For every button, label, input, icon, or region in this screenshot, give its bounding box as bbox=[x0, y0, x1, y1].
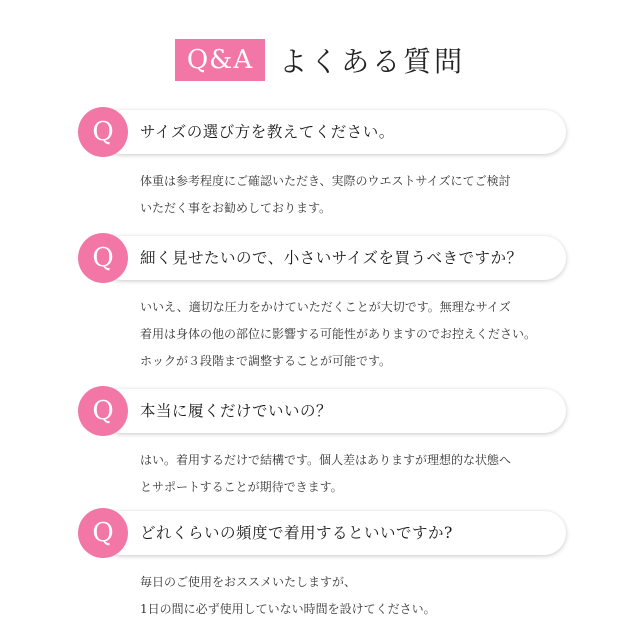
q-icon: Q bbox=[78, 233, 128, 283]
question-text: 本当に履くだけでいいの？ bbox=[140, 402, 333, 420]
answer-line: 毎日のご使用をおススメいたしますが、 bbox=[140, 575, 357, 589]
answer-text bbox=[140, 447, 568, 501]
question-bar bbox=[78, 511, 568, 555]
faq-item-2 bbox=[78, 236, 568, 375]
q-icon: Q bbox=[78, 107, 128, 157]
question-text: サイズの選び方を教えてください。 bbox=[140, 123, 395, 141]
answer-line: とサポートすることが期待できます。 bbox=[140, 480, 343, 494]
question-bar bbox=[78, 236, 568, 280]
question-bar bbox=[78, 389, 568, 433]
faq-item-4 bbox=[78, 511, 568, 623]
answer-line: 1日の間に必ず使用していない時間を設けてください。 bbox=[140, 602, 436, 616]
q-icon: Q bbox=[78, 508, 128, 558]
answer-line: いいえ、適切な圧力をかけていただくことが大切です。無理なサイズ bbox=[140, 300, 511, 314]
answer-text bbox=[140, 168, 568, 222]
question-text: 細く見せたいので、小さいサイズを買うべきですか？ bbox=[140, 249, 523, 267]
answer-line: 体重は参考程度にご確認いただき、実際のウエストサイズにてご検討 bbox=[140, 174, 511, 188]
answer-text bbox=[140, 294, 568, 375]
faq-item-1 bbox=[78, 110, 568, 222]
qa-badge: Q&A bbox=[175, 39, 265, 81]
answer-line: 着用は身体の他の部位に影響する可能性がありますのでお控えください。 bbox=[140, 327, 537, 341]
q-icon: Q bbox=[78, 386, 128, 436]
page-title: よくある質問 bbox=[279, 45, 466, 78]
faq-item-3 bbox=[78, 389, 568, 501]
answer-line: ホックが３段階まで調整することが可能です。 bbox=[140, 354, 392, 368]
answer-line: いただく事をお勧めしております。 bbox=[140, 201, 332, 215]
question-text: どれくらいの頻度で着用するといいですか? bbox=[140, 524, 453, 542]
answer-line: はい。着用するだけで結構です。個人差はありますが理想的な状態へ bbox=[140, 453, 512, 467]
answer-text bbox=[140, 569, 568, 623]
question-bar bbox=[78, 110, 568, 154]
faq-header bbox=[0, 38, 640, 82]
